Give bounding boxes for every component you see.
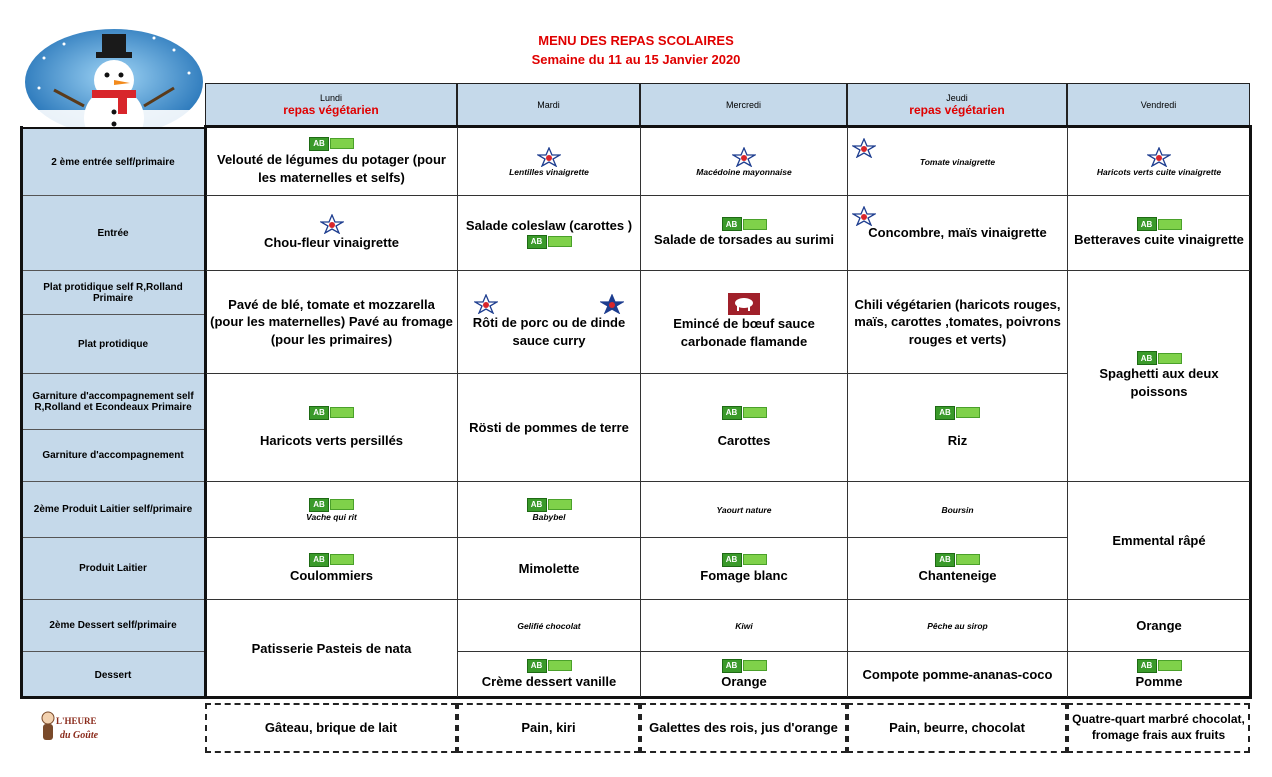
gouter-mercredi: Galettes des rois, jus d'orange [640,703,847,753]
menu-laitier-mercredi: AB Fomage blanc [641,538,847,599]
bio-label-icon: AB [1137,351,1182,365]
menu-dessert-lundi: Patisserie Pasteis de nata [251,640,412,656]
gouter-lundi: Gâteau, brique de lait [205,703,457,753]
french-origin-star-icon [474,294,498,314]
bio-label-icon: AB [935,406,980,420]
bio-label-icon: AB [722,217,767,231]
menu-dessert-mercredi: AB Orange [641,652,847,697]
menu-plat-vendredi: AB Spaghetti aux deux poissons [1068,271,1250,481]
menu-entree2-jeudi: Tomate vinaigrette [848,128,1067,195]
menu-dessert2-mardi: Gelifié chocolat [517,620,581,631]
menu-dessert2-mercredi: Kiwi [735,620,753,631]
menu-laitier2-mercredi: Yaourt nature [716,504,772,515]
menu-dessert-vendredi: AB Pomme [1068,652,1250,697]
row-label-laitier2: 2ème Produit Laitier self/primaire [22,481,205,537]
day-header-lundi [205,83,457,127]
menu-title: MENU DES REPAS SCOLAIRES [538,33,734,48]
row-label-laitier: Produit Laitier [22,537,205,599]
row-label-dessert2: 2ème Dessert self/primaire [22,599,205,651]
bio-label-icon: AB [309,553,354,567]
french-origin-star-icon [852,206,876,226]
menu-dessert2-jeudi: Pêche au sirop [927,620,988,631]
svg-text:du Goûter: du Goûter [60,730,98,741]
french-origin-star-icon [1147,147,1171,167]
gouter-mardi: Pain, kiri [457,703,640,753]
menu-entree-mardi: Salade coleslaw (carottes ) AB [458,196,640,270]
day-header-mardi [457,83,640,127]
day-header-mercredi [640,83,847,127]
bio-label-icon: AB [527,659,572,673]
bio-label-icon: AB [527,235,572,249]
row-label-plat: Plat protidique [22,314,205,373]
bio-label-icon: AB [1137,659,1182,673]
day-name: Mercredi [725,100,761,110]
row-label-plat-self: Plat protidique self R,Rolland Primaire [22,270,205,314]
menu-dessert2-vendredi: Orange [1136,617,1182,633]
bio-label-icon: AB [722,406,767,420]
french-origin-star-icon [537,147,561,167]
bio-label-icon: AB [722,659,767,673]
beef-origin-icon [728,293,760,315]
menu-entree-lundi: Chou-fleur vinaigrette [206,196,457,270]
menu-entree2-vendredi: Haricots verts cuite vinaigrette [1068,128,1250,195]
menu-laitier2-mardi: AB Babybel [458,482,640,537]
day-header-vendredi [1067,83,1250,127]
french-origin-star-icon [320,214,344,234]
row-label-garniture: Garniture d'accompagnement [22,429,205,481]
menu-laitier2-jeudi: Boursin [941,504,974,515]
row-label-entree2: 2 ème entrée self/primaire [22,127,205,195]
menu-laitier-vendredi: Emmental râpé [1112,532,1206,548]
bio-label-icon: AB [1137,217,1182,231]
bio-label-icon: AB [309,137,354,151]
bio-label-icon: AB [722,553,767,567]
bio-label-icon: AB [935,553,980,567]
day-name: Vendredi [1140,100,1177,110]
menu-subtitle: Semaine du 11 au 15 Janvier 2020 [531,52,741,67]
menu-plat-jeudi: Chili végétarien (haricots rouges, maïs, carottes ,tomates, poivrons rouges et verts) [854,296,1061,347]
gouter-vendredi: Quatre-quart marbré chocolat, fromage frais aux fruits [1067,703,1250,753]
menu-laitier-lundi: AB Coulommiers [206,538,457,599]
menu-plat-lundi: Pavé de blé, tomate et mozzarella (pour les maternelles) Pavé au fromage (pour les primaires) [210,296,453,347]
vegetarian-note: repas végétarien [283,103,379,117]
gouter-logo-icon [38,706,98,746]
bio-label-icon: AB [309,498,354,512]
menu-garniture-jeudi: AB Riz [848,374,1067,481]
day-name: Lundi [319,93,343,103]
menu-dessert-jeudi: Compote pomme-ananas-coco [862,666,1053,682]
menu-entree2-mardi: Lentilles vinaigrette [458,128,640,195]
bio-label-icon: AB [527,498,572,512]
menu-plat-mercredi: Emincé de bœuf sauce carbonade flamande [641,271,847,373]
day-name: Mardi [537,100,560,110]
menu-entree2-lundi: AB Velouté de légumes du potager (pour les maternelles et selfs) [206,128,457,195]
menu-entree-vendredi: AB Betteraves cuite vinaigrette [1068,196,1250,270]
french-origin-star-icon [600,294,624,314]
french-origin-star-icon [852,138,876,158]
day-name: Jeudi [946,93,968,103]
menu-entree-jeudi: Concombre, maïs vinaigrette [848,196,1067,270]
menu-garniture-mardi: Rösti de pommes de terre [469,419,629,435]
row-label-garniture-self: Garniture d'accompagnement self R,Rolland et Econdeaux Primaire [22,373,205,429]
row-label-dessert: Dessert [22,651,205,698]
row-label-entree: Entrée [22,195,205,270]
gouter-jeudi: Pain, beurre, chocolat [847,703,1067,753]
menu-laitier2-lundi: AB Vache qui rit [206,482,457,537]
menu-laitier-jeudi: AB Chanteneige [848,538,1067,599]
vegetarian-note: repas végétarien [909,103,1005,117]
day-header-jeudi [847,83,1067,127]
menu-plat-mardi: Rôti de porc ou de dinde sauce curry [458,271,640,373]
bio-label-icon: AB [309,406,354,420]
menu-laitier-mardi: Mimolette [518,560,580,576]
french-origin-star-icon [732,147,756,167]
menu-entree2-mercredi: Macédoine mayonnaise [641,128,847,195]
menu-garniture-mercredi: AB Carottes [641,374,847,481]
menu-dessert-mardi: AB Crème dessert vanille [458,652,640,697]
svg-text:L'HEURE: L'HEURE [56,716,97,726]
menu-garniture-lundi: AB Haricots verts persillés [206,374,457,481]
menu-entree-mercredi: AB Salade de torsades au surimi [641,196,847,270]
